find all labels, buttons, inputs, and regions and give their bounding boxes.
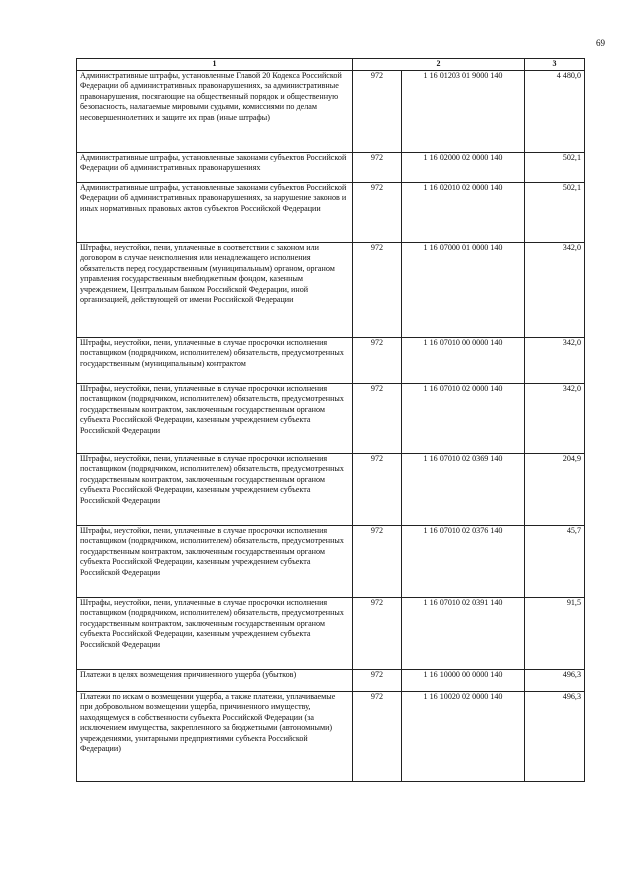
row-amount: 502,1 bbox=[525, 183, 585, 243]
row-admin-code: 972 bbox=[353, 670, 402, 692]
row-description: Административные штрафы, установленные законами субъектов Российской Федерации об административных правонарушениях bbox=[77, 153, 353, 183]
row-amount: 91,5 bbox=[525, 598, 585, 670]
row-description: Административные штрафы, установленные Главой 20 Кодекса Российской Федерации об административных правонарушениях, за административные правонарушения, посягающие на общественный порядок и общественную безопасность, налагаемые мировыми судьями, комиссиями по делам несовершеннолетних и защите их прав (иные штрафы) bbox=[77, 71, 353, 153]
table-row bbox=[77, 153, 585, 183]
row-admin-code: 972 bbox=[353, 153, 402, 183]
table-row bbox=[77, 338, 585, 384]
row-budget-code: 1 16 10020 02 0000 140 bbox=[402, 692, 525, 782]
row-admin-code: 972 bbox=[353, 692, 402, 782]
table-row bbox=[77, 692, 585, 782]
row-amount: 342,0 bbox=[525, 384, 585, 454]
row-description: Штрафы, неустойки, пени, уплаченные в случае просрочки исполнения поставщиком (подрядчиком, исполнителем) обязательств, предусмотренных государственным контрактом, заключенным государственным органом субъекта Российской Федерации, казенным учреждением субъекта Российской Федерации bbox=[77, 454, 353, 526]
header-row bbox=[77, 59, 585, 71]
row-amount: 496,3 bbox=[525, 670, 585, 692]
page-number: 69 bbox=[596, 38, 605, 48]
row-amount: 342,0 bbox=[525, 243, 585, 338]
row-budget-code: 1 16 02000 02 0000 140 bbox=[402, 153, 525, 183]
budget-table bbox=[76, 58, 585, 782]
row-amount: 342,0 bbox=[525, 338, 585, 384]
row-admin-code: 972 bbox=[353, 71, 402, 153]
row-admin-code: 972 bbox=[353, 526, 402, 598]
row-amount: 496,3 bbox=[525, 692, 585, 782]
row-admin-code: 972 bbox=[353, 384, 402, 454]
column-header-3: 3 bbox=[525, 59, 585, 71]
row-budget-code: 1 16 01203 01 9000 140 bbox=[402, 71, 525, 153]
table-row bbox=[77, 243, 585, 338]
row-budget-code: 1 16 07010 00 0000 140 bbox=[402, 338, 525, 384]
table-row bbox=[77, 183, 585, 243]
row-budget-code: 1 16 07010 02 0000 140 bbox=[402, 384, 525, 454]
row-description: Платежи по искам о возмещении ущерба, а также платежи, уплачиваемые при добровольном возмещении ущерба, причиненного имуществу, находящемуся в собственности субъекта Российской Федерации (за исключением имущества, закрепленного за бюджетными (автономными) учреждениями, унитарными предприятиями субъекта Российской Федерации) bbox=[77, 692, 353, 782]
table-row bbox=[77, 526, 585, 598]
row-budget-code: 1 16 07010 02 0376 140 bbox=[402, 526, 525, 598]
row-budget-code: 1 16 07010 02 0369 140 bbox=[402, 454, 525, 526]
row-budget-code: 1 16 10000 00 0000 140 bbox=[402, 670, 525, 692]
row-description: Платежи в целях возмещения причиненного ущерба (убытков) bbox=[77, 670, 353, 692]
row-description: Штрафы, неустойки, пени, уплаченные в соответствии с законом или договором в случае неисполнения или ненадлежащего исполнения обязательств перед государственным (муниципальным) органом, органом управления государственным внебюджетным фондом, казенным учреждением, Центральным банком Российской Федерации, иной организацией, действующей от имени Российской Федерации bbox=[77, 243, 353, 338]
column-header-2: 2 bbox=[353, 59, 525, 71]
row-amount: 45,7 bbox=[525, 526, 585, 598]
row-description: Штрафы, неустойки, пени, уплаченные в случае просрочки исполнения поставщиком (подрядчиком, исполнителем) обязательств, предусмотренных государственным контрактом, заключенным государственным органом субъекта Российской Федерации, казенным учреждением субъекта Российской Федерации bbox=[77, 598, 353, 670]
table-row bbox=[77, 71, 585, 153]
row-budget-code: 1 16 07010 02 0391 140 bbox=[402, 598, 525, 670]
row-amount: 4 480,0 bbox=[525, 71, 585, 153]
row-admin-code: 972 bbox=[353, 598, 402, 670]
column-header-1: 1 bbox=[77, 59, 353, 71]
row-admin-code: 972 bbox=[353, 338, 402, 384]
table-row bbox=[77, 384, 585, 454]
row-budget-code: 1 16 07000 01 0000 140 bbox=[402, 243, 525, 338]
row-budget-code: 1 16 02010 02 0000 140 bbox=[402, 183, 525, 243]
row-description: Административные штрафы, установленные законами субъектов Российской Федерации об административных правонарушениях, за нарушение законов и иных нормативных правовых актов субъектов Российской Федерации bbox=[77, 183, 353, 243]
table-row bbox=[77, 454, 585, 526]
table-row bbox=[77, 670, 585, 692]
row-description: Штрафы, неустойки, пени, уплаченные в случае просрочки исполнения поставщиком (подрядчиком, исполнителем) обязательств, предусмотренных государственным контрактом, заключенным государственным органом субъекта Российской Федерации, казенным учреждением субъекта Российской Федерации bbox=[77, 526, 353, 598]
row-amount: 204,9 bbox=[525, 454, 585, 526]
row-admin-code: 972 bbox=[353, 454, 402, 526]
row-description: Штрафы, неустойки, пени, уплаченные в случае просрочки исполнения поставщиком (подрядчиком, исполнителем) обязательств, предусмотренных государственным контрактом, заключенным государственным органом субъекта Российской Федерации, казенным учреждением субъекта Российской Федерации bbox=[77, 384, 353, 454]
row-admin-code: 972 bbox=[353, 183, 402, 243]
row-admin-code: 972 bbox=[353, 243, 402, 338]
row-description: Штрафы, неустойки, пени, уплаченные в случае просрочки исполнения поставщиком (подрядчиком, исполнителем) обязательств, предусмотренных государственным (муниципальным) контрактом bbox=[77, 338, 353, 384]
row-amount: 502,1 bbox=[525, 153, 585, 183]
table-row bbox=[77, 598, 585, 670]
